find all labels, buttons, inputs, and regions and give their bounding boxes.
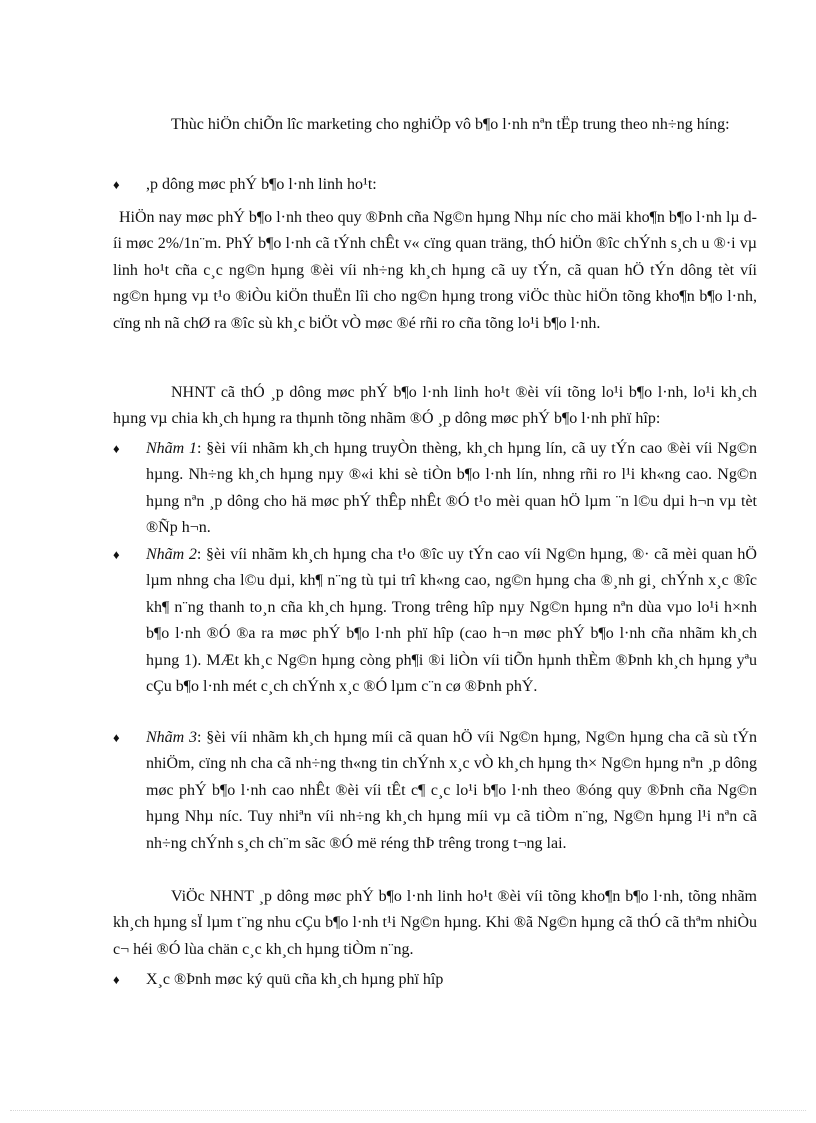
group-3-body: : §èi víi nhãm kh¸ch hµng míi cã quan hÖ víi Ng©n hµng, Ng©n hµng cha cã sù tÝn nhiÖm, cïng nh cha cã nh÷ng th«ng tin chÝnh x¸c vÒ kh¸ch hµng th× Ng©n hµng nªn ¸p dông møc phÝ b¶o l·nh cao nhÊt ®èi víi tÊt c¶ c¸c lo¹i b¶o l·nh theo ®óng quy ®Þnh cña Ng©n hµng Nhµ níc. Tuy nhiªn víi nh÷ng kh¸ch hµng míi vµ cã tiÒm n¨ng, Ng©n hµng l¹i nªn cã nh÷ng chÝnh s¸ch ch¨m sãc ®Ó më réng thÞ trêng trong t¬ng lai. [146,729,758,852]
diamond-bullet-icon: ♦ [113,441,120,456]
group-1-body: : §èi víi nhãm kh¸ch hµng truyÒn thèng, kh¸ch hµng lín, cã uy tÝn cao ®èi víi Ng©n hµng. Nh÷ng kh¸ch hµng nµy ®«i khi sè tiÒn b¶o l·nh lín, nhng rñi ro l¹i kh«ng cao. Ng©n hµng nªn ¸p dông cho hä møc phÝ thÊp nhÊt ®Ó t¹o mèi quan hÖ lµm ¨n l©u dµi h¬n vµ tèt ®Ñp h¬n. [146,440,758,537]
intro-paragraph: Thùc hiÖn chiÕn lîc marketing cho nghiÖp vô b¶o l·nh nªn tËp trung theo nh÷ng híng: [171,116,730,133]
group-2-body: : §èi víi nhãm kh¸ch hµng cha t¹o ®îc uy tÝn cao víi Ng©n hµng, ®· cã mèi quan hÖ lµm nhng cha l©u dµi, kh¶ n¨ng tù tµi trî kh«ng cao, ng©n hµng cha ®¸nh gi¸ chÝnh x¸c ®îc kh¶ n¨ng thanh to¸n cña kh¸ch hµng. Trong trêng hîp nµy Ng©n hµng nªn dùa vµo lo¹i h×nh b¶o l·nh ®Ó ®a ra møc phÝ b¶o l·nh phï hîp (cao h¬n møc phÝ b¶o l·nh cña nhãm kh¸ch hµng 1). MÆt kh¸c Ng©n hµng còng ph¶i ®i liÒn víi tiÕn hµnh thÈm ®Þnh kh¸ch hµng yªu cÇu b¶o l·nh mét c¸ch chÝnh x¸c ®Ó lµm c¨n cø ®Þnh phÝ. [146,546,757,696]
group-1-label: Nhãm 1 [146,440,198,457]
bullet-text-deposit: X¸c ®Þnh møc ký quü cña kh¸ch hµng phï hîp [146,971,444,988]
group-1-text [146,436,757,542]
diamond-bullet-icon: ♦ [113,972,120,987]
group-3-text [146,725,757,857]
conclusion-paragraph: ViÖc NHNT ¸p dông møc phÝ b¶o l·nh linh ho¹t ®èi víi tõng kho¶n b¶o l·nh, tõng nhãm kh¸ch hµng sÏ lµm t¨ng nhu cÇu b¶o l·nh t¹i Ng©n hµng. Khi ®ã Ng©n hµng cã thÓ cã thªm nhiÒu c¬ héi ®Ó lùa chän c¸c kh¸ch hµng tiÒm n¨ng. [113,888,757,958]
bullet-item-deposit [113,967,757,993]
nhnt-paragraph: NHNT cã thÓ ¸p dông møc phÝ b¶o l·nh linh ho¹t ®èi víi tõng lo¹i b¶o l·nh, lo¹i kh¸ch hµng vµ chia kh¸ch hµng ra thµnh tõng nhãm ®Ó ¸p dông møc phÝ b¶o l·nh phï hîp: [113,384,757,428]
diamond-bullet-icon: ♦ [113,177,120,192]
diamond-bullet-icon: ♦ [113,547,120,562]
fee-paragraph: HiÖn nay møc phÝ b¶o l·nh theo quy ®Þnh cña Ng©n hµng Nhµ níc cho mäi kho¶n b¶o l·nh lµ díi møc 2%/1n¨m. PhÝ b¶o l·nh cã tÝnh chÊt v« cïng quan träng, thÓ hiÖn ®îc chÝnh s¸ch u ®·i vµ linh ho¹t cña c¸c ng©n hµng ®èi víi nh÷ng kh¸ch hµng cã uy tÝn, cã quan hÖ tÝn dông tèt víi ng©n hµng vµ t¹o ®iÒu kiÖn thuËn lîi cho ng©n hµng trong viÖc thùc hiÖn tõng kho¶n b¶o l·nh, cïng nh nã chØ ra ®îc sù kh¸c biÖt vÒ møc ®é rñi ro cña tõng lo¹i b¶o l·nh. [113,209,757,332]
bullet-text-fee: ,p dông møc phÝ b¶o l·nh linh ho¹t: [146,176,377,193]
group-2-label: Nhãm 2 [146,546,197,563]
diamond-bullet-icon: ♦ [113,730,120,745]
bullet-item-fee [113,172,757,198]
group-3-label: Nhãm 3 [146,729,198,746]
page-bottom-divider [10,1110,806,1111]
group-2-text [146,542,757,700]
